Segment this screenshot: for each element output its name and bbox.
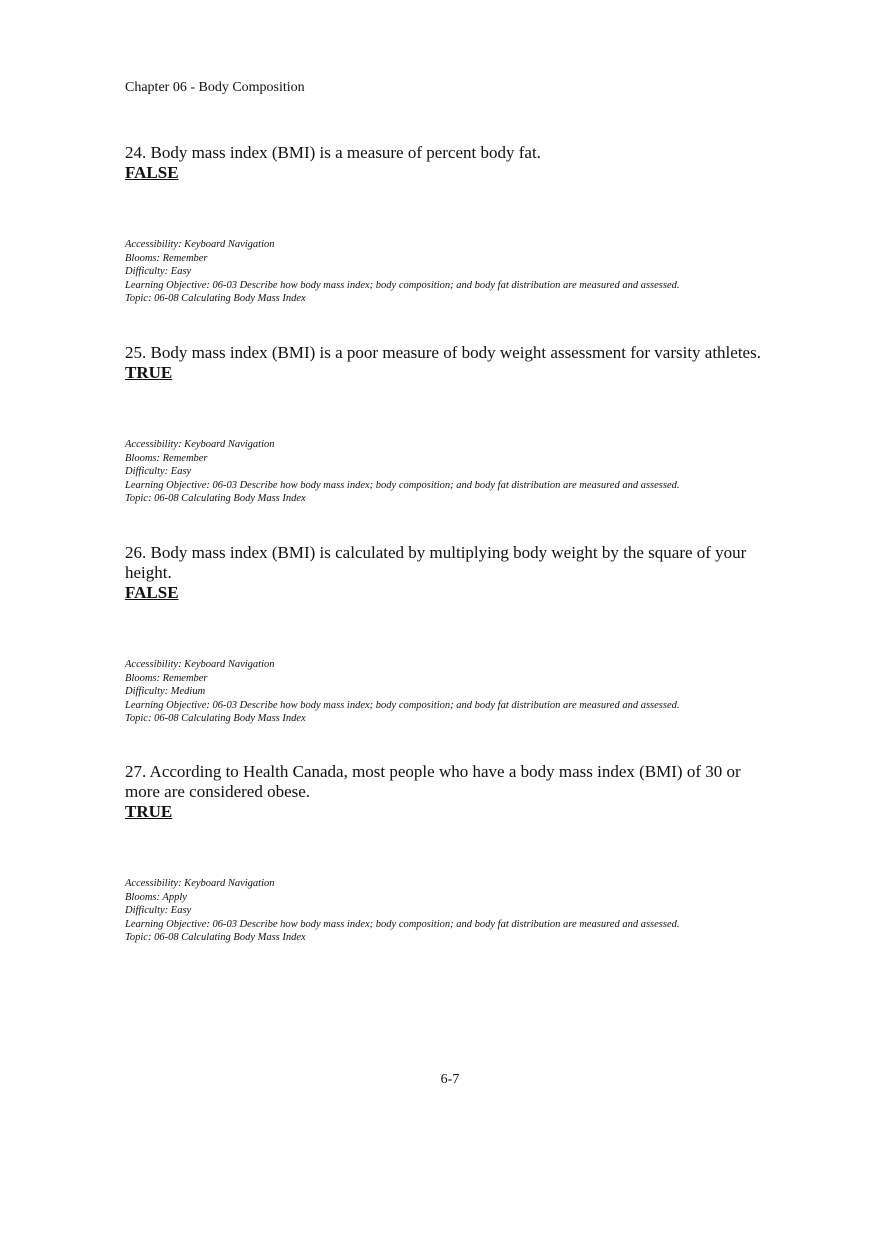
question-answer: FALSE [125, 583, 179, 602]
meta-topic: Topic: 06-08 Calculating Body Mass Index [125, 493, 306, 504]
question-27 [125, 762, 765, 822]
question-text: 24. Body mass index (BMI) is a measure of percent body fat. [125, 143, 541, 162]
meta-learning-objective: Learning Objective: 06-03 Describe how body mass index; body composition; and body fat distribution are measured and assessed. [125, 699, 680, 711]
question-24-metadata [125, 238, 825, 306]
question-26-metadata [125, 658, 825, 726]
meta-topic: Topic: 06-08 Calculating Body Mass Index [125, 713, 306, 724]
question-answer: FALSE [125, 163, 179, 182]
meta-blooms: Blooms: Remember [125, 252, 208, 264]
meta-learning-objective: Learning Objective: 06-03 Describe how body mass index; body composition; and body fat distribution are measured and assessed. [125, 918, 680, 930]
question-24 [125, 143, 785, 183]
question-25 [125, 343, 825, 383]
meta-learning-objective: Learning Objective: 06-03 Describe how body mass index; body composition; and body fat distribution are measured and assessed. [125, 479, 680, 491]
meta-difficulty: Difficulty: Easy [125, 905, 192, 916]
question-26 [125, 543, 765, 603]
question-27-metadata [125, 877, 825, 945]
chapter-header: Chapter 06 - Body Composition [125, 80, 305, 95]
question-text: 27. According to Health Canada, most people who have a body mass index (BMI) of 30 or more are considered obese. [125, 762, 741, 801]
question-text: 26. Body mass index (BMI) is calculated by multiplying body weight by the square of your height. [125, 543, 747, 582]
meta-learning-objective: Learning Objective: 06-03 Describe how body mass index; body composition; and body fat distribution are measured and assessed. [125, 279, 680, 291]
meta-blooms: Blooms: Remember [125, 452, 208, 464]
meta-accessibility: Accessibility: Keyboard Navigation [125, 439, 275, 450]
meta-topic: Topic: 06-08 Calculating Body Mass Index [125, 293, 306, 304]
meta-difficulty: Difficulty: Easy [125, 266, 192, 277]
meta-accessibility: Accessibility: Keyboard Navigation [125, 239, 275, 250]
question-answer: TRUE [125, 363, 173, 382]
meta-difficulty: Difficulty: Easy [125, 466, 192, 477]
question-text: 25. Body mass index (BMI) is a poor measure of body weight assessment for varsity athletes. [125, 343, 761, 362]
meta-topic: Topic: 06-08 Calculating Body Mass Index [125, 932, 306, 943]
question-answer: TRUE [125, 802, 173, 821]
meta-difficulty: Difficulty: Medium [125, 686, 206, 697]
meta-accessibility: Accessibility: Keyboard Navigation [125, 878, 275, 889]
meta-blooms: Blooms: Remember [125, 672, 208, 684]
page-number: 6-7 [440, 1072, 460, 1087]
meta-blooms: Blooms: Apply [125, 891, 187, 903]
question-25-metadata [125, 438, 825, 506]
meta-accessibility: Accessibility: Keyboard Navigation [125, 659, 275, 670]
